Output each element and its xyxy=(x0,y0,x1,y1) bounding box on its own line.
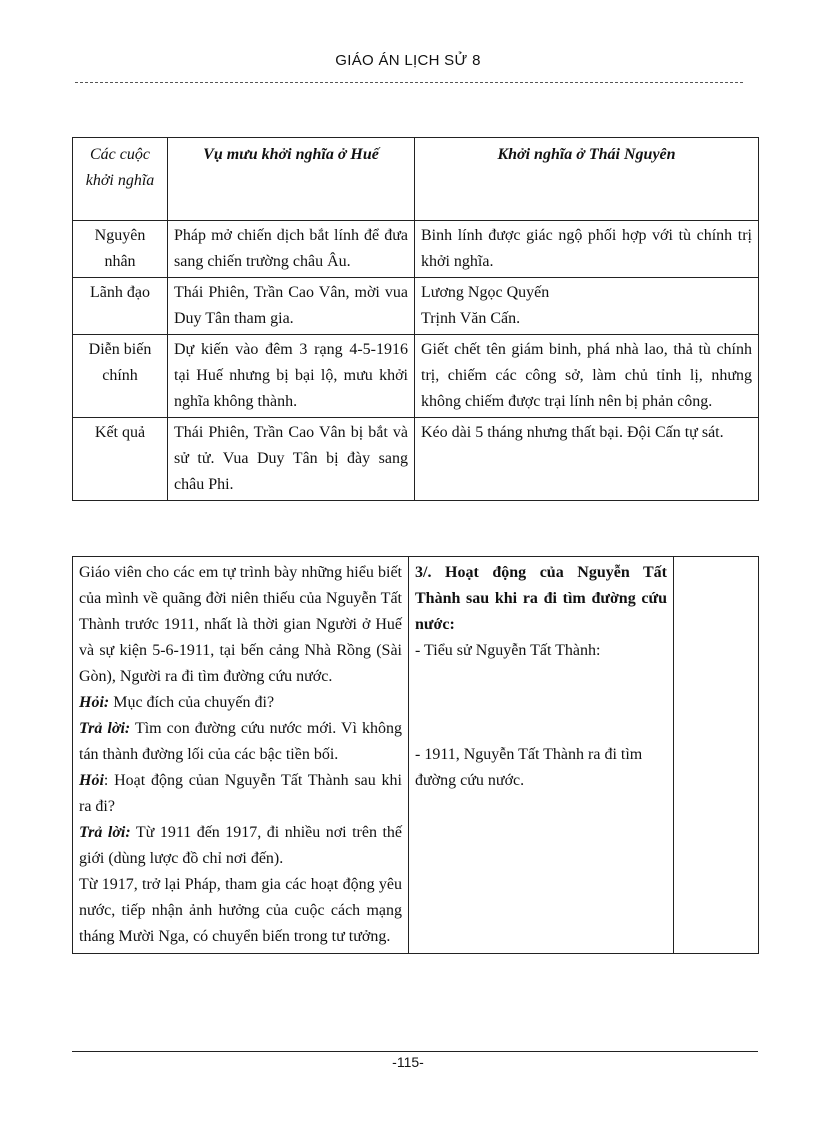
question-label: Hỏi xyxy=(79,772,104,789)
question-1 xyxy=(79,690,402,716)
footer-divider xyxy=(72,1051,758,1052)
page-number: -115- xyxy=(392,1054,424,1070)
teacher-activity-cell xyxy=(73,557,409,954)
answer-2 xyxy=(79,820,402,872)
leader-line: Trịnh Văn Cấn. xyxy=(421,310,521,327)
answer-1 xyxy=(79,716,402,768)
lesson-row xyxy=(73,557,759,954)
leader-line: Lương Ngọc Quyến xyxy=(421,284,550,301)
lesson-table xyxy=(72,556,759,954)
content-cell xyxy=(409,557,674,954)
comparison-table xyxy=(72,137,759,501)
content-item: - Tiểu sử Nguyễn Tất Thành: xyxy=(415,642,601,659)
row-label: Kết quả xyxy=(73,418,168,501)
table-row xyxy=(73,418,759,501)
question-text: : Hoạt động củan Nguyễn Tất Thành sau khi ra đi? xyxy=(79,772,402,815)
table-row xyxy=(73,335,759,418)
content-item: - 1911, Nguyễn Tất Thành ra đi tìm đường cứu nước. xyxy=(415,746,643,789)
answer-text: Từ 1911 đến 1917, đi nhiều nơi trên thế giới (dùng lược đồ chỉ nơi đến). xyxy=(79,824,403,867)
question-label: Hỏi: xyxy=(79,694,110,711)
question-2 xyxy=(79,768,402,820)
notes-cell xyxy=(674,557,759,954)
cell-thai-nguyen: Binh lính được giác ngộ phối hợp với tù chính trị khởi nghĩa. xyxy=(415,221,759,278)
cell-hue: Thái Phiên, Trần Cao Vân, mời vua Duy Tân tham gia. xyxy=(168,278,415,335)
table-row xyxy=(73,278,759,335)
teacher-intro: Giáo viên cho các em tự trình bày những hiểu biết của mình về quãng đời niên thiếu của Nguyễn Tất Thành trước 1911, nhất là thời gian Người ở Huế và sự kiện 5-6-1911, tại bến cảng Nhà Rồng (Sài Gòn), Người ra đi tìm đường cứu nước. xyxy=(79,564,402,685)
answer-2-continued: Từ 1917, trở lại Pháp, tham gia các hoạt động yêu nước, tiếp nhận ảnh hưởng của cuộc cách mạng tháng Mười Nga, có chuyển biến trong tư tưởng. xyxy=(79,876,402,945)
answer-text: Tìm con đường cứu nước mới. Vì không tán thành đường lối của các bậc tiền bối. xyxy=(79,720,402,763)
cell-thai-nguyen: Kéo dài 5 tháng nhưng thất bại. Đội Cấn tự sát. xyxy=(415,418,759,501)
cell-hue: Dự kiến vào đêm 3 rạng 4-5-1916 tại Huế nhưng bị bại lộ, mưu khởi nghĩa không thành. xyxy=(168,335,415,418)
section-heading: 3/. Hoạt động của Nguyễn Tất Thành sau khi ra đi tìm đường cứu nước: xyxy=(415,564,667,633)
row-label: Lãnh đạo xyxy=(73,278,168,335)
header-cell-thai-nguyen: Khởi nghĩa ở Thái Nguyên xyxy=(415,138,759,221)
row-label: Nguyên nhân xyxy=(73,221,168,278)
row-label: Diễn biến chính xyxy=(73,335,168,418)
cell-thai-nguyen xyxy=(415,278,759,335)
answer-label: Trả lời: xyxy=(79,720,131,737)
cell-hue: Thái Phiên, Trần Cao Vân bị bắt và sử tử. Vua Duy Tân bị đày sang châu Phi. xyxy=(168,418,415,501)
table-header-row xyxy=(73,138,759,221)
header-cell-hue: Vụ mưu khởi nghĩa ở Huế xyxy=(168,138,415,221)
header-divider xyxy=(75,82,743,83)
content-spacer xyxy=(415,664,667,742)
cell-hue: Pháp mở chiến dịch bắt lính để đưa sang chiến trường châu Âu. xyxy=(168,221,415,278)
cell-thai-nguyen: Giết chết tên giám binh, phá nhà lao, thả tù chính trị, chiếm các công sở, làm chủ tỉnh lị, nhưng không chiếm được trại lính nên bị phản công. xyxy=(415,335,759,418)
page-header-title: GIÁO ÁN LỊCH SỬ 8 xyxy=(335,52,481,69)
question-text: Mục đích của chuyến đi? xyxy=(109,694,275,711)
answer-label: Trả lời: xyxy=(79,824,131,841)
table-row xyxy=(73,221,759,278)
header-cell-uprisings: Các cuộc khởi nghĩa xyxy=(73,138,168,221)
